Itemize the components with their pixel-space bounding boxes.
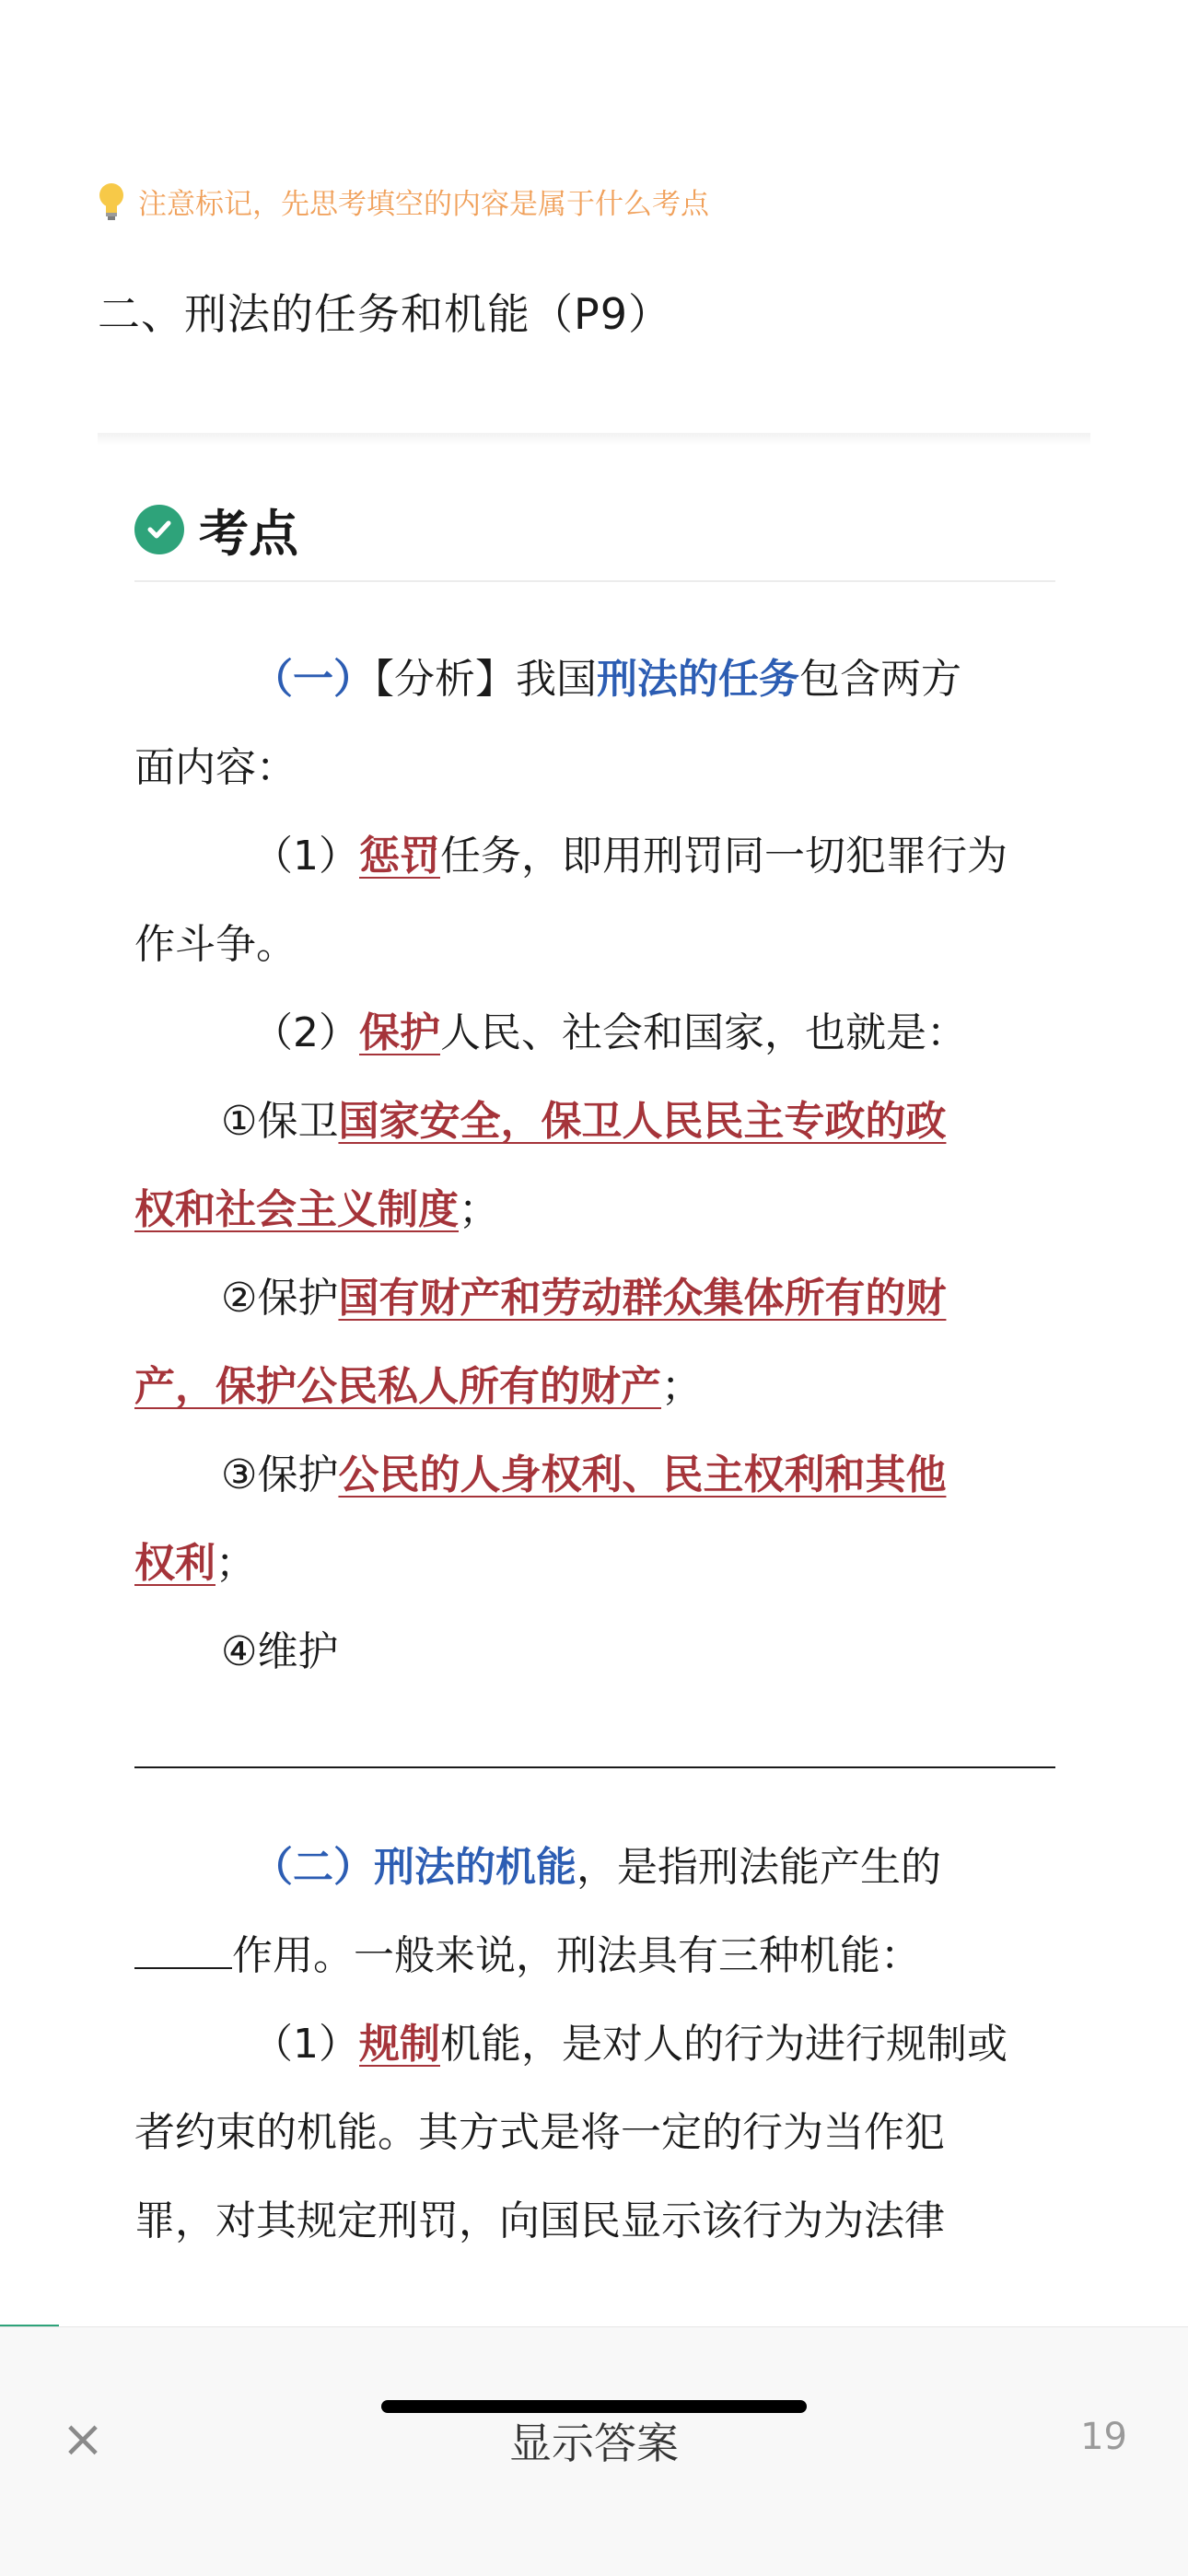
notice-text: 注意标记，先思考填空的内容是属于什么考点 — [138, 188, 709, 221]
item-number: （1） — [252, 2021, 359, 2068]
card-header — [134, 479, 1055, 582]
section-title: 二、刑法的任务和机能（P9） — [98, 289, 672, 339]
answer-highlight[interactable]: 惩罚 — [359, 833, 440, 880]
lightbulb-icon — [98, 181, 125, 222]
paragraph-line: 者约束的机能。其方式是将一定的行为当作犯 — [134, 2109, 945, 2156]
highlight-term: 刑法的任务 — [597, 656, 799, 703]
item-number: （1） — [252, 833, 359, 880]
text-segment: 【分析】我国 — [374, 656, 597, 703]
text-segment: ； — [661, 1363, 702, 1410]
highlight-term: 刑法的机能 — [374, 1844, 577, 1891]
paragraph-line — [134, 812, 1055, 901]
text-segment: 人民、社会和国家，也就是： — [440, 1009, 967, 1056]
card-title: 考点 — [199, 504, 298, 563]
text-segment: ①保卫 — [221, 1098, 339, 1145]
paragraph-line — [134, 1343, 1055, 1431]
answer-highlight[interactable]: 保护 — [359, 1009, 440, 1056]
paragraph-line: 罪，对其规定刑罚，向国民显示该行为为法律 — [134, 2197, 945, 2244]
card-body — [134, 635, 1055, 2266]
page-number: 19 — [1080, 2416, 1127, 2458]
paragraph-line — [134, 1078, 1055, 1166]
text-segment: 机能，是对人的行为进行规制或 — [440, 2021, 1007, 2068]
text-segment: ，是指刑法能产生的 — [577, 1844, 941, 1891]
paragraph-line — [134, 1254, 1055, 1343]
notice-tip — [98, 181, 709, 222]
section-number: （一） — [252, 656, 374, 703]
answer-highlight[interactable]: 权利 — [134, 1540, 215, 1587]
paragraph-line — [134, 2000, 1055, 2089]
paragraph-line — [134, 1431, 1055, 1520]
exam-point-card — [134, 479, 1055, 2266]
text-segment: 作用。一般来说，刑法具有三种机能： — [232, 1932, 921, 1979]
paragraph-line — [134, 989, 1055, 1078]
text-segment: ②保护 — [221, 1275, 339, 1322]
answer-highlight[interactable]: 权和社会主义制度 — [134, 1186, 459, 1233]
paragraph-line: 面内容： — [134, 744, 297, 791]
paragraph-line — [134, 1824, 1055, 1912]
section-number: （二） — [252, 1844, 374, 1891]
answer-highlight[interactable]: 公民的人身权利、民主权利和其他 — [338, 1451, 947, 1498]
spacer — [134, 1768, 1055, 1824]
answer-highlight[interactable]: 规制 — [359, 2021, 440, 2068]
text-segment: 包含两方 — [799, 656, 961, 703]
text-segment: ③保护 — [221, 1451, 339, 1498]
home-indicator[interactable] — [381, 2400, 807, 2413]
paragraph-line — [134, 1520, 1055, 1608]
close-icon[interactable]: × — [61, 2409, 105, 2469]
card-top-shadow — [98, 433, 1090, 446]
paragraph-line — [134, 1912, 1055, 2000]
answer-highlight[interactable]: 国家安全，保卫人民民主专政的政 — [338, 1098, 947, 1145]
answer-highlight[interactable]: 产，保护公民私人所有的财产 — [134, 1363, 661, 1410]
show-answer-button[interactable]: 显示答案 — [509, 2419, 679, 2468]
fill-in-blank[interactable] — [134, 1912, 232, 1969]
text-segment: ； — [459, 1186, 499, 1233]
paragraph-line — [134, 635, 1055, 724]
paragraph-line: ④维护 — [221, 1628, 339, 1675]
item-number: （2） — [252, 1009, 359, 1056]
paragraph-line: 作斗争。 — [134, 921, 297, 968]
paragraph-line — [134, 1166, 1055, 1254]
text-segment: ； — [215, 1540, 256, 1587]
check-circle-icon — [134, 505, 184, 554]
bottom-action-bar — [0, 2326, 1188, 2576]
text-segment: 任务，即用刑罚同一切犯罪行为 — [440, 833, 1007, 880]
answer-highlight[interactable]: 国有财产和劳动群众集体所有的财 — [338, 1275, 947, 1322]
